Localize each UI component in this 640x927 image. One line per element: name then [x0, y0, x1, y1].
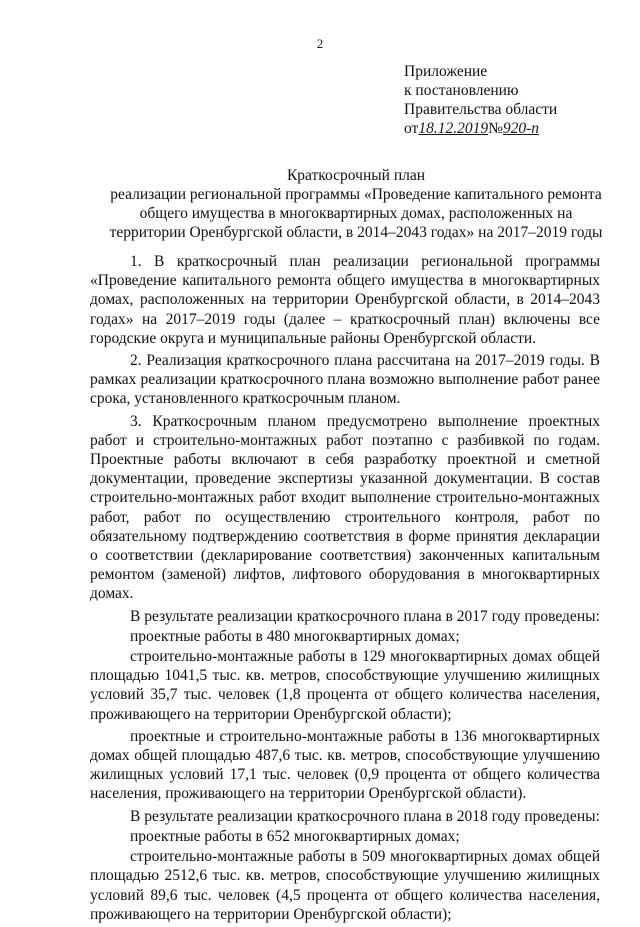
document-body [90, 252, 600, 927]
paragraph-2: 2. Реализация краткосрочного плана рассчитана на 2017–2019 годы. В рамках реализации краткосрочного плана возможно выполнение работ ранее срока, установленного краткосрочным планом. [90, 352, 600, 408]
handwritten-date: 18.12.2019 [418, 120, 489, 137]
paragraph-2017-combined: проектные и строительно-монтажные работы в 136 многоквартирных домах общей площадью 487,6 тыс. кв. метров, способствующие улучшению жилищных условий 17,1 тыс. человек (0,9 процента от общего количества населения, проживающего на территории Оренбургской области). [90, 727, 600, 803]
title-line-2: реализации региональной программы «Проведение капитального ремонта [110, 186, 602, 203]
title-line-1: Краткосрочный план [286, 167, 426, 184]
appendix-line-1: Приложение [404, 63, 488, 80]
paragraph-3: 3. Краткосрочным планом предусмотрено выполнение проектных работ и строительно-монтажных работ поэтапно с разбивкой по годам. Проектные работы включают в себя разработку проектной и сметной документации, проведение экспертизы указанной документации. В состав строительно-монтажных работ входит выполнение строительно-монтажных работ, работ по осуществлению строительного контроля, работ по обязательному подтверждению соответствия в форме принятия декларации о соответствии (декларирование соответствия) законченных капитальным ремонтом (заменой) лифтов, лифтового оборудования в многоквартирных домах. [90, 412, 600, 603]
paragraph-2018-intro: В результате реализации краткосрочного плана в 2018 году проведены: [130, 807, 600, 825]
document-title [96, 166, 616, 242]
page-number: 2 [316, 36, 324, 51]
title-line-4: территории Оренбургской области, в 2014–2043 годах» на 2017–2019 годы [109, 224, 603, 241]
number-label: № [488, 120, 503, 137]
appendix-line-2: к постановлению [404, 82, 519, 99]
title-line-3: общего имущества в многоквартирных домах, расположенных на [139, 205, 573, 222]
paragraph-2018-design: проектные работы в 652 многоквартирных домах; [130, 827, 460, 845]
appendix-line-3: Правительства области [404, 101, 558, 118]
paragraph-1: 1. В краткосрочный план реализации региональной программы «Проведение капитального ремонта общего имущества в многоквартирных домах, расположенных на территории Оренбургской области, в 2014–2043 годах» на 2017–2019 годы (далее – краткосрочный план) включены все городские округа и муниципальные районы Оренбургской области. [90, 253, 600, 347]
handwritten-number: 920-п [502, 120, 540, 137]
appendix-block [404, 62, 557, 138]
appendix-date-line [404, 119, 557, 138]
paragraph-2017-design: проектные работы в 480 многоквартирных домах; [130, 627, 460, 645]
from-label: от [404, 120, 419, 137]
paragraph-2018-construction: строительно-монтажные работы в 509 многоквартирных домах общей площадью 2512,6 тыс. кв. метров, способствующие улучшению жилищных условий 89,6 тыс. человек (4,5 процента от общего количества населения, проживающего на территории Оренбургской области); [90, 848, 600, 923]
paragraph-2017-intro: В результате реализации краткосрочного плана в 2017 году проведены: [130, 607, 600, 625]
paragraph-2017-construction: строительно-монтажные работы в 129 многоквартирных домах общей площадью 1041,5 тыс. кв. метров, способствующие улучшению жилищных условий 35,7 тыс. человек (1,8 процента от общего количества населения, проживающего на территории Оренбургской области); [90, 648, 600, 723]
